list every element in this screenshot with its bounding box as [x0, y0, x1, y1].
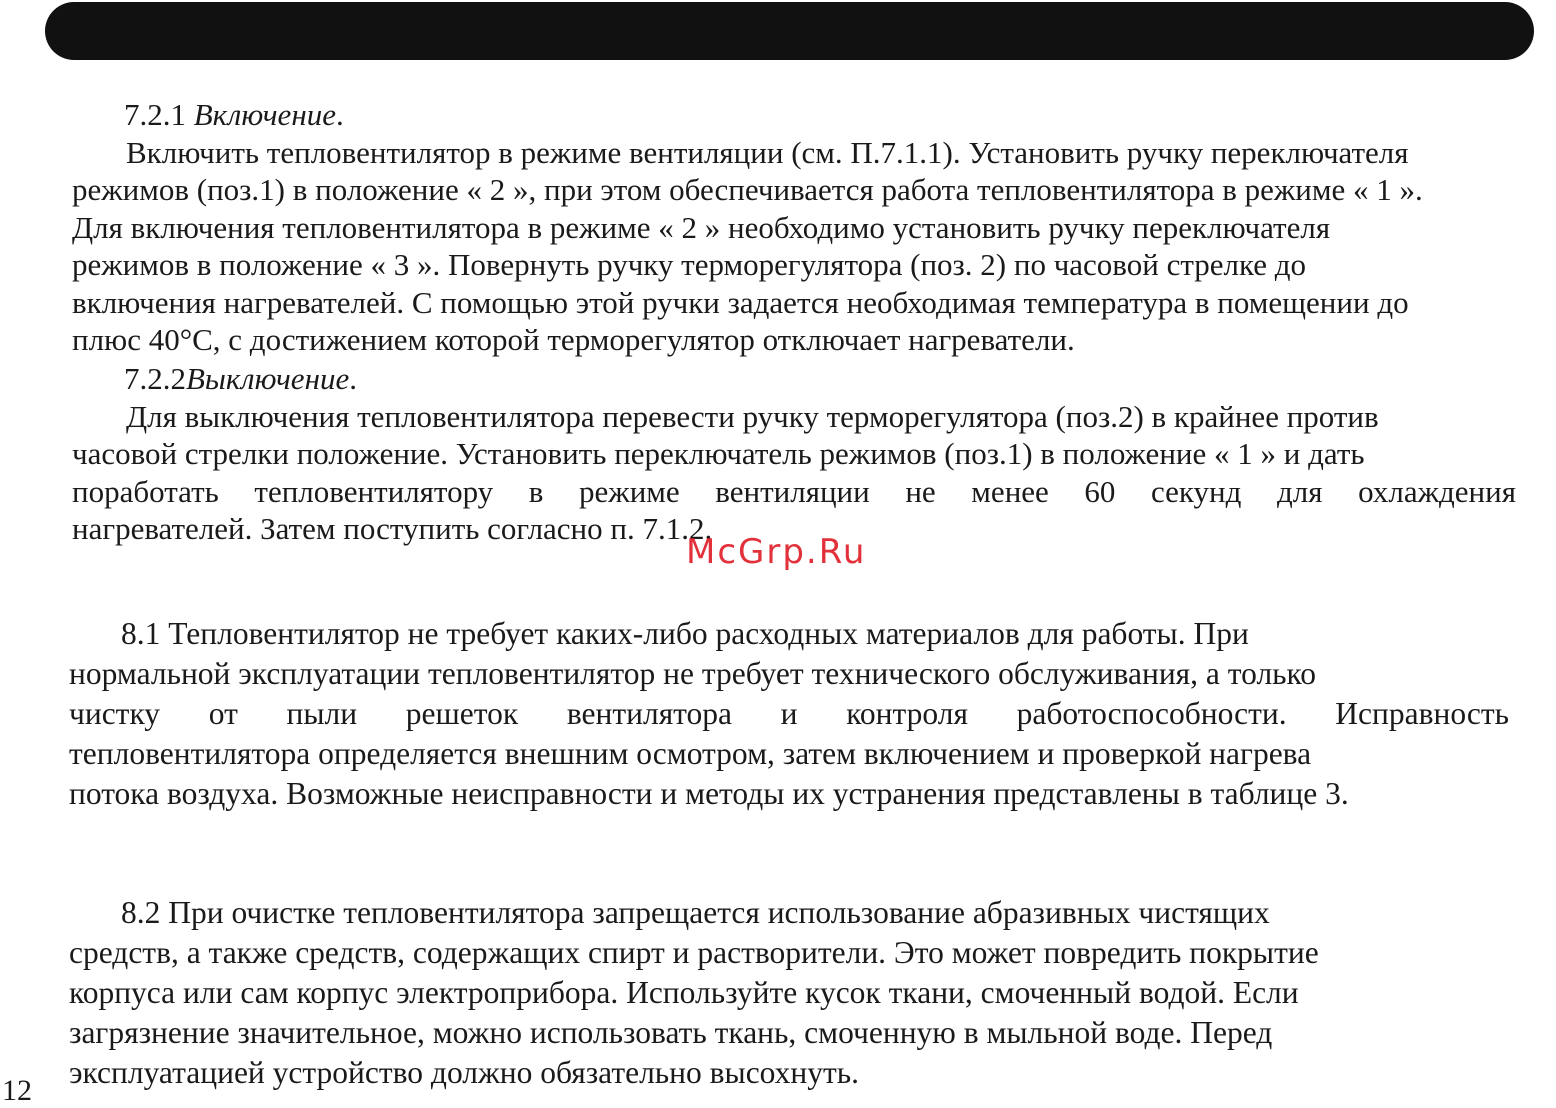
paragraph-line: эксплуатацией устройство должно обязательно высохнуть.: [69, 1055, 860, 1090]
paragraph-line: Включить тепловентилятор в режиме вентиляции (см. П.7.1.1). Установить ручку переключателя: [126, 134, 1409, 170]
watermark-text: McGrp.Ru: [686, 532, 867, 572]
page-number: 12: [2, 1074, 32, 1107]
paragraph-line: включения нагревателей. С помощью этой ручки задается необходимая температура в помещении до: [72, 284, 1409, 320]
paragraph-line: режимов в положение « 3 ». Повернуть ручку терморегулятора (поз. 2) по часовой стрелке до: [72, 247, 1307, 282]
section-8-1: [69, 614, 1517, 814]
paragraph-line: загрязнение значительное, можно использовать ткань, смоченную в мыльной воде. Перед: [69, 1015, 1273, 1050]
paragraph-line: средств, а также средств, содержащих спирт и растворители. Это может повредить покрытие: [69, 935, 1319, 970]
paragraph-line: чистку от пыли решеток вентилятора и контроля работоспособности. Исправность: [69, 696, 1509, 731]
paragraph-line: поработать тепловентилятору в режиме вентиляции не менее 60 секунд для охлаждения: [72, 473, 1516, 509]
section-8-2: [69, 893, 1517, 1093]
paragraph-line: плюс 40°С, с достижением которой терморегулятор отключает нагреватели.: [72, 322, 1075, 357]
paragraph-line: 8.2 При очистке тепловентилятора запрещается использование абразивных чистящих: [121, 895, 1270, 930]
paragraph-line: Для включения тепловентилятора в режиме « 2 » необходимо установить ручку переключателя: [72, 209, 1331, 245]
header-bar: [45, 2, 1534, 60]
paragraph-line: потока воздуха. Возможные неисправности и методы их устранения представлены в таблице 3.: [69, 776, 1349, 811]
paragraph-line: режимов (поз.1) в положение « 2 », при этом обеспечивается работа тепловентилятора в режиме « 1 ».: [72, 172, 1423, 207]
section-7-2-1: [72, 96, 1552, 359]
section-heading: 7.2.2Выключение.: [124, 361, 357, 396]
paragraph-line: тепловентилятора определяется внешним осмотром, затем включением и проверкой нагрева: [69, 736, 1312, 771]
paragraph-line: нагревателей. Затем поступить согласно п. 7.1.2.: [72, 511, 713, 546]
section-title: Включение: [193, 97, 336, 132]
paragraph-line: 8.1 Тепловентилятор не требует каких-либо расходных материалов для работы. При: [121, 616, 1249, 651]
section-7-2-2: [72, 360, 1516, 548]
paragraph-line: корпуса или сам корпус электроприбора. Используйте кусок ткани, смоченный водой. Если: [69, 975, 1299, 1010]
paragraph-line: Для выключения тепловентилятора перевести ручку терморегулятора (поз.2) в крайнее против: [126, 398, 1379, 434]
paragraph-line: часовой стрелки положение. Установить переключатель режимов (поз.1) в положение « 1 » и дать: [72, 436, 1365, 471]
section-title: Выключение: [186, 361, 350, 396]
paragraph-line: нормальной эксплуатации тепловентилятор не требует технического обслуживания, а только: [69, 656, 1317, 691]
section-heading: 7.2.1 Включение.: [124, 97, 344, 132]
